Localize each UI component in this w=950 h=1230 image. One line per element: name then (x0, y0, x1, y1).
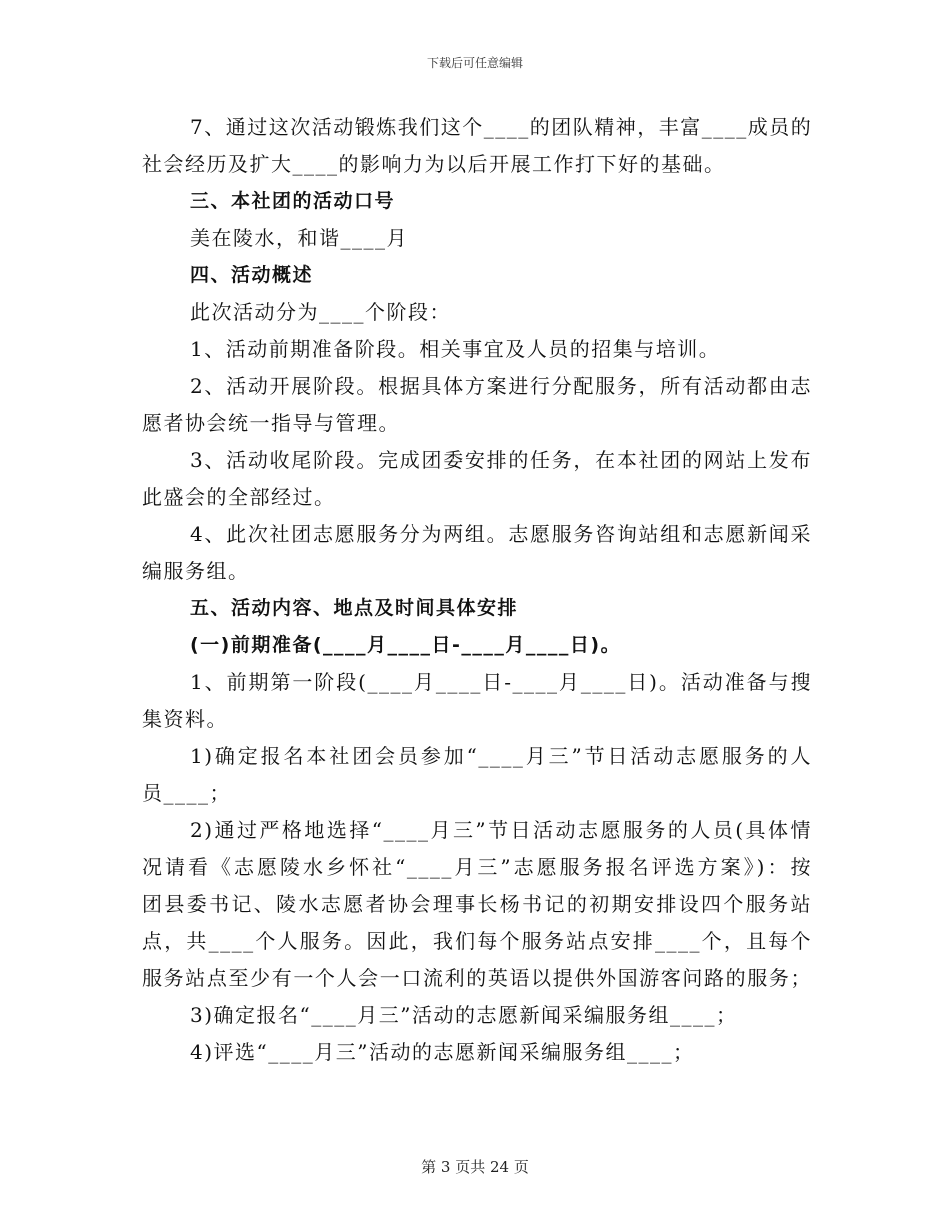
paragraph-line: 美在陵水，和谐____月 (190, 226, 408, 250)
paragraph-line: 3)确定报名“____月三”活动的志愿新闻采编服务组____； (190, 1003, 738, 1027)
paragraph-line: 1、活动前期准备阶段。相关事宜及人员的招集与培训。 (190, 337, 721, 361)
paragraph-line: 员____； (142, 781, 231, 805)
paragraph-line: 3、活动收尾阶段。完成团委安排的任务，在本社团的网站上发布 (190, 448, 812, 472)
section-heading: 三、本社团的活动口号 (190, 190, 396, 212)
section-heading: 四、活动概述 (190, 264, 314, 286)
paragraph-line: 团县委书记、陵水志愿者协会理事长杨书记的初期安排设四个服务站 (142, 892, 812, 916)
page-header: 下载后可任意编辑 (426, 56, 523, 70)
paragraph-line: 服务站点至少有一个人会一口流利的英语以提供外国游客问路的服务； (142, 966, 812, 990)
paragraph-line: 1)确定报名本社团会员参加“____月三”节日活动志愿服务的人 (190, 744, 812, 768)
paragraph-line: 点，共____个人服务。因此，我们每个服务站点安排____个，且每个 (142, 929, 812, 953)
section-heading: 五、活动内容、地点及时间具体安排 (190, 597, 519, 619)
paragraph-line: 4)评选“____月三”活动的志愿新闻采编服务组____； (190, 1040, 695, 1064)
paragraph-line: 社会经历及扩大____的影响力为以后开展工作打下好的基础。 (142, 152, 726, 176)
paragraph-line: 此盛会的全部经过。 (142, 485, 336, 509)
subsection-heading: (一)前期准备(____月____日-____月____日)。 (190, 634, 622, 656)
paragraph-line: 编服务组。 (142, 559, 250, 583)
paragraph-line: 况请看《志愿陵水乡怀社“____月三”志愿服务报名评选方案》)：按 (142, 855, 812, 879)
paragraph-line: 愿者协会统一指导与管理。 (142, 411, 400, 435)
paragraph-line: 1、前期第一阶段(____月____日-____月____日)。活动准备与搜 (190, 670, 812, 694)
paragraph-line: 7、通过这次活动锻炼我们这个____的团队精神，丰富____成员的 (190, 115, 813, 139)
paragraph-line: 此次活动分为____个阶段： (190, 300, 451, 324)
paragraph-line: 2)通过严格地选择“____月三”节日活动志愿服务的人员(具体情 (190, 818, 812, 842)
paragraph-line: 集资料。 (142, 707, 228, 731)
page-number: 第 3 页共 24 页 (421, 1158, 529, 1176)
paragraph-line: 2、活动开展阶段。根据具体方案进行分配服务，所有活动都由志 (190, 374, 812, 398)
paragraph-line: 4、此次社团志愿服务分为两组。志愿服务咨询站组和志愿新闻采 (190, 522, 812, 546)
